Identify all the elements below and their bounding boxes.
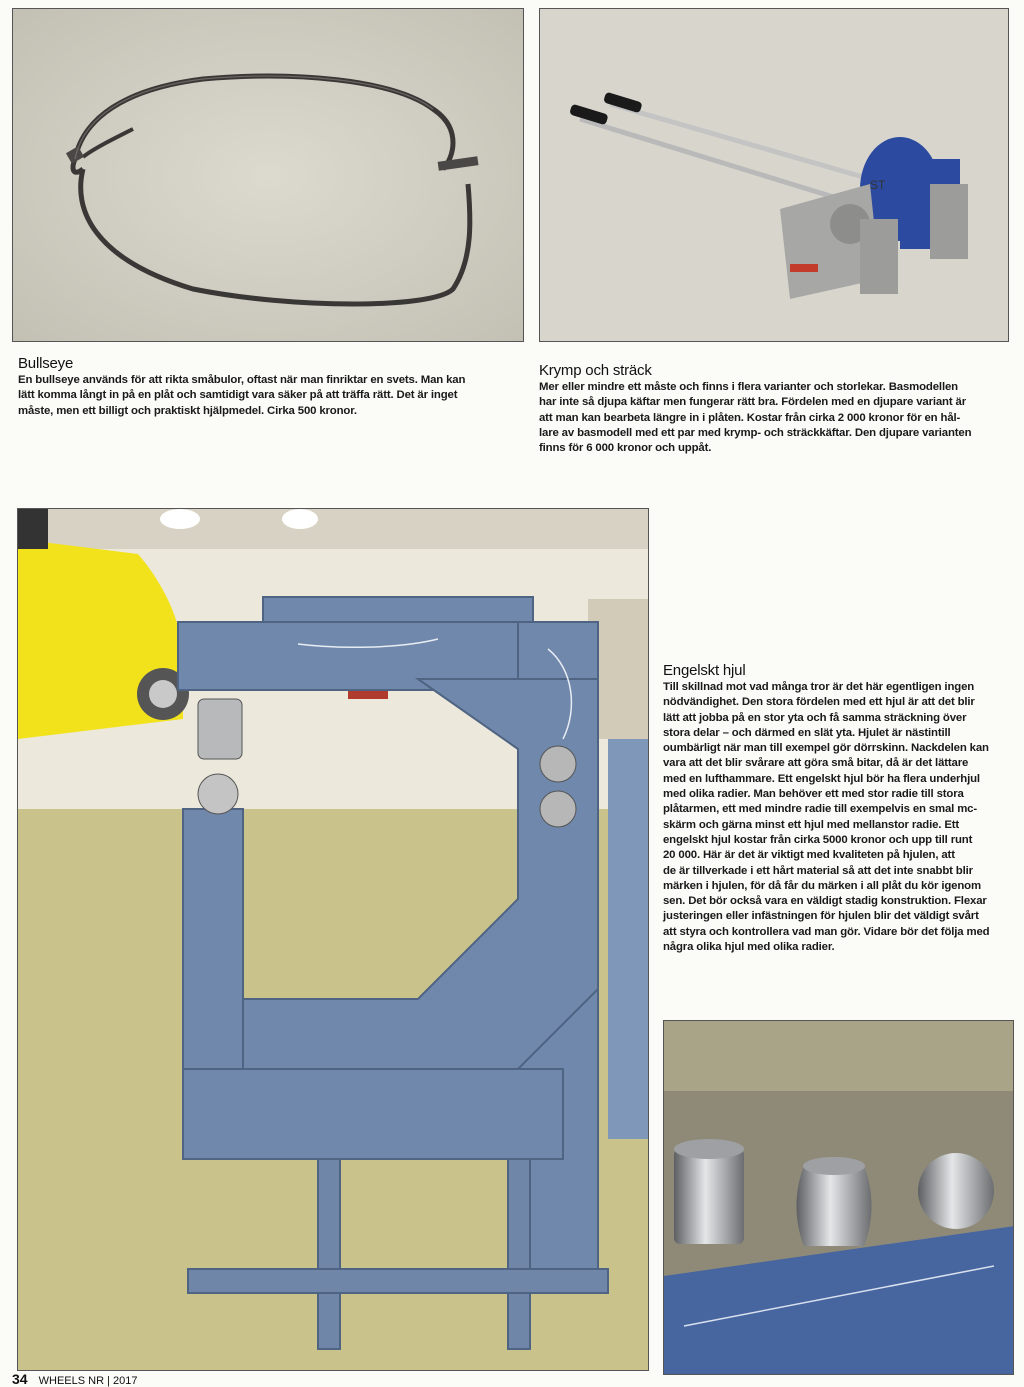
engelskt-line: vara att det blir svårare att göra små bitar, då är det lättare	[663, 757, 969, 770]
bullseye-caption	[18, 355, 528, 419]
krymp-line: lare av basmodell med ett par med krymp- och sträckkäftar. Den djupare varianten	[539, 426, 972, 439]
engelskt-line: några olika hjul med olika radier.	[663, 941, 835, 954]
bullseye-rod-image	[13, 9, 524, 342]
krymp-line: har inte så djupa käftar men fungerar rätt bra. Fördelen med en djupare variant är	[539, 396, 966, 409]
lower-anvils-image	[664, 1021, 1014, 1375]
magazine-issue: WHEELS NR | 2017	[38, 1375, 138, 1387]
krymp-caption	[539, 362, 1019, 456]
engelskt-line: lätt att jobba på en stor yta och få samma sträckning över	[663, 711, 967, 724]
shrinker-tool-image	[540, 9, 1009, 342]
engelskt-line: märken i hjulen, för då får du märken i all plåt du kör igenom	[663, 879, 981, 892]
krymp-line: finns för 6 000 kronor och uppåt.	[539, 442, 712, 455]
bullseye-line: lätt komma långt in på en plåt och samtidigt vara säker på att träffa rätt. Det är inget	[18, 389, 458, 402]
bullseye-title: Bullseye	[18, 355, 74, 372]
shrinker-stretcher-photo	[539, 8, 1009, 342]
engelskt-body	[663, 680, 1015, 955]
engelskt-line: Till skillnad mot vad många tror är det här egentligen ingen	[663, 681, 975, 693]
engelskt-line: med olika radier. Man behöver ett med stor radie till stora	[663, 788, 964, 801]
engelskt-line: plåtarmen, ett med mindre radie till exempelvis en smal mc-	[663, 803, 978, 816]
bullseye-body	[18, 373, 528, 419]
bullseye-line: måste, men ett billigt och praktiskt hjälpmedel. Cirka 500 kronor.	[18, 404, 357, 417]
english-wheel-photo	[17, 508, 649, 1371]
engelskt-line: stora delar – och därmed en slät yta. Hjulet är nästintill	[663, 726, 951, 739]
bullseye-photo	[12, 8, 524, 342]
krymp-line: att man kan bearbeta längre in i plåten. Kostar från cirka 2 000 kronor för en hål-	[539, 411, 961, 424]
engelskt-title: Engelskt hjul	[663, 662, 746, 679]
engelskt-line: sen. Det bör också vara en väldigt stadig konstruktion. Flexar	[663, 895, 987, 908]
engelskt-line: 20 000. Här är det är viktigt med kvaliteten på hjulen, att	[663, 849, 955, 862]
krymp-line: Mer eller mindre ett måste och finns i flera varianter och storlekar. Basmodellen	[539, 381, 958, 393]
tool-sticker: ST	[870, 178, 886, 192]
engelskt-caption	[663, 662, 1015, 955]
engelskt-line: oumbärligt när man till exempel gör dörrskinn. Nackdelen kan	[663, 742, 989, 755]
page-footer	[12, 1371, 137, 1387]
engelskt-line: med en lufthammare. Ett engelskt hjul bör ha flera underhjul	[663, 772, 980, 785]
engelskt-line: de är tillverkade i ett hårt material så att det inte snabbt blir	[663, 864, 973, 877]
engelskt-line: nödvändighet. Den stora fördelen med ett hjul är att det blir	[663, 696, 975, 709]
bullseye-line: En bullseye används för att rikta småbulor, oftast när man finriktar en svets. Man kan	[18, 374, 466, 386]
english-wheel-image	[18, 509, 649, 1371]
engelskt-line: skärm och gärna minst ett hjul med mellanstor radie. Ett	[663, 818, 960, 831]
engelskt-line: engelskt hjul kostar från cirka 5000 kronor och upp till runt	[663, 833, 973, 846]
engelskt-line: justeringen eller infästningen för hjulen blir det väldigt svårt	[663, 910, 979, 923]
lower-anvils-photo	[663, 1020, 1014, 1375]
krymp-body	[539, 380, 1019, 456]
krymp-title: Krymp och sträck	[539, 362, 652, 379]
page-number: 34	[12, 1371, 28, 1387]
engelskt-line: att styra och kontrollera vad man gör. Vidare bör det följa med	[663, 925, 990, 938]
